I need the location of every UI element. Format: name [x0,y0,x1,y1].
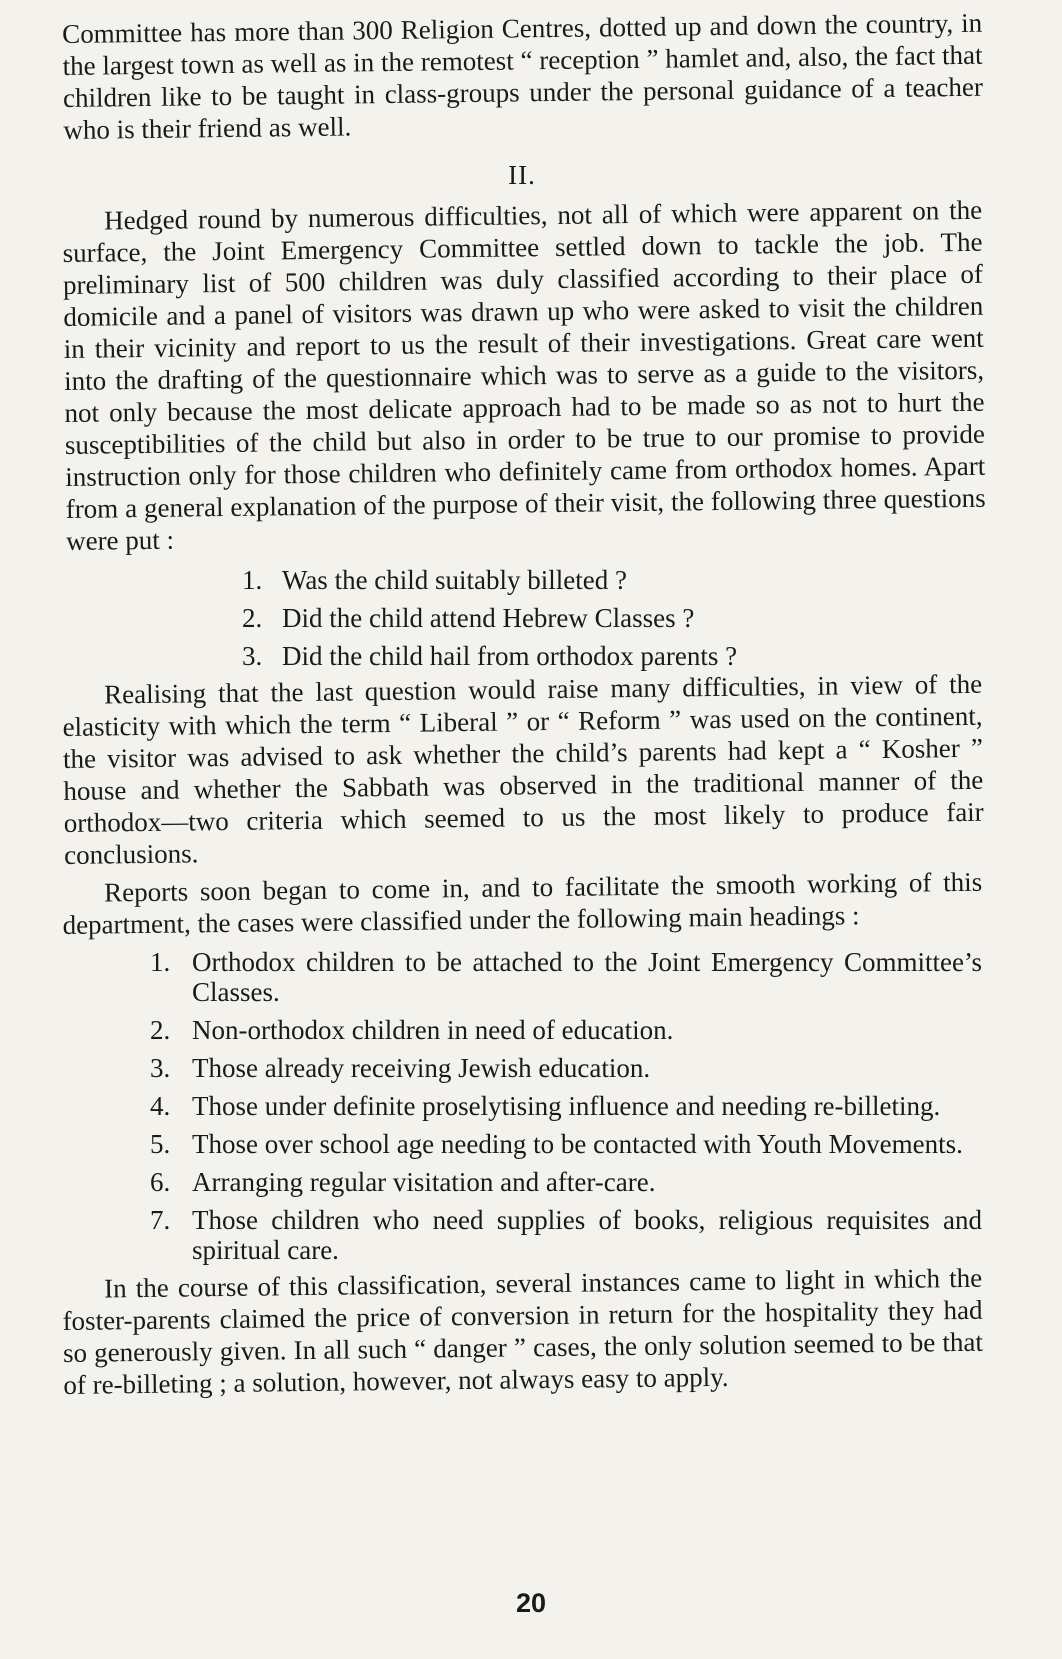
list-item [62,1015,982,1045]
paragraph-3: Reports soon began to come in, and to facilitate the smooth working of this department, the cases were classified under the following main headings : [62,866,983,940]
list-item-number: 7. [150,1205,171,1235]
list-item-number: 2. [242,603,263,633]
list-item-text: Did the child hail from orthodox parents ? [282,641,738,671]
list-item-number: 6. [150,1167,171,1197]
list-item [62,1205,982,1265]
intro-paragraph: Committee has more than 300 Religion Centres, dotted up and down the country, in the largest town as well as in the remotest “ reception ” hamlet and, also, the fact that children like to be taught in class-groups under the personal guidance of a teacher who is their friend as well. [62,7,984,145]
list-item [62,601,982,635]
paragraph-4: In the course of this classification, several instances came to light in which the foster-parents claimed the price of conversion in return for the hospitality they had so generously given. In all such “ danger ” cases, the only solution seemed to be that of re-billeting ; a solution, however, not always easy to apply. [62,1262,984,1400]
list-item-text: Those under definite proselytising influence and needing re-billeting. [192,1091,941,1121]
list-item [62,1053,982,1083]
list-item-text: Those children who need supplies of books, religious requisites and spiritual care. [192,1205,982,1265]
list-item-number: 1. [150,947,171,977]
list-item [62,563,982,597]
paragraph-2: Realising that the last question would raise many difficulties, in view of the elasticity with which the term “ Liberal ” or “ Reform ” was used on the continent, the visitor was advised to ask whether the child’s parents had kept a “ Kosher ” house and whether the Sabbath was observed in the traditional manner of the orthodox—two criteria which seemed to us the most likely to produce fair conclusions. [62,668,984,870]
list-item [62,1091,982,1121]
list-item-text: Orthodox children to be attached to the Joint Emergency Committee’s Classes. [192,947,982,1007]
list-item-text: Was the child suitably billeted ? [282,565,627,595]
list-item-number: 4. [150,1091,171,1121]
list-item-text: Did the child attend Hebrew Classes ? [282,603,695,633]
list-item-number: 3. [242,641,263,671]
list-item [62,1167,982,1197]
list-item-number: 3. [150,1053,171,1083]
list-item-text: Arranging regular visitation and after-care. [192,1167,656,1197]
section-heading: II. [508,160,536,190]
list-item [62,1129,982,1159]
list-item-number: 5. [150,1129,171,1159]
list-item-text: Those already receiving Jewish education. [192,1053,651,1083]
list-item [62,639,982,673]
paragraph-1: Hedged round by numerous difficulties, not all of which were apparent on the surface, the Joint Emergency Committee settled down to tackle the job. The preliminary list of 500 children was duly classified according to their place of domicile and a panel of visitors was drawn up who were asked to visit the children in their vicinity and report to us the result of their investigations. Great care went into the drafting of the questionnaire which was to serve as a guide to the visitors, not only because the most delicate approach had to be made so as not to hurt the susceptibilities of the child but also in order to be true to our promise to provide instruction only for those children who definitely came from orthodox homes. Apart from a general explanation of the purpose of their visit, the following three questions were put : [62,194,986,556]
question-list [62,563,982,673]
headings-list [62,947,982,1265]
list-item-text: Non-orthodox children in need of education. [192,1015,674,1045]
list-item-text: Those over school age needing to be contacted with Youth Movements. [192,1129,963,1159]
page-number: 20 [515,1588,547,1618]
list-item-number: 1. [242,565,263,595]
list-item [62,947,982,1007]
list-item-number: 2. [150,1015,171,1045]
